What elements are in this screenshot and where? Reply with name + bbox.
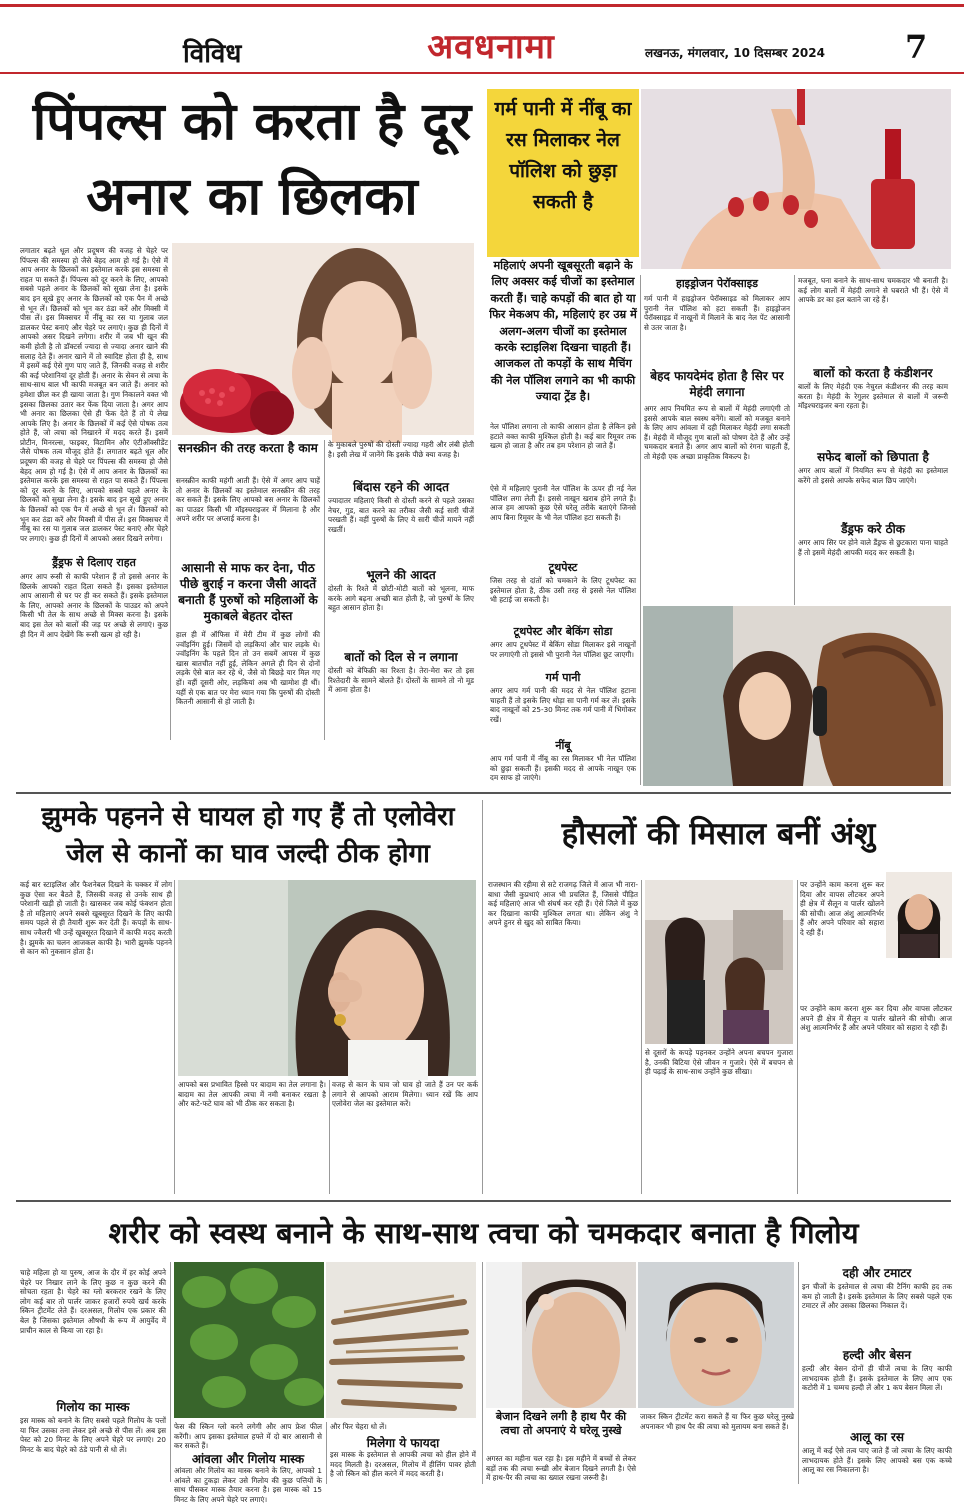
giloy-para6: इस मास्क के इस्तेमाल से आपकी त्वचा को हील होने में मदद मिलती है। दरअसल, गिलोय में हीलिंग पावर होती है जो स्किन को हील करने में मदद करती है। [330, 1450, 476, 1479]
henna-para4: अगर आप बालों में नियमित रूप से मेहंदी का इस्तेमाल करेंगे तो इससे आपके सफेद बाल छिप जाएंगे। [798, 466, 948, 485]
giloy-para5: और फिर चेहरा धो लें। [330, 1422, 387, 1431]
anshu-para2: से दूसरों के कपड़े पहनकर उन्होंने अपना बचपन गुजारा है, उनकी बिटिया ऐसे जीवन न गुजारे। ऐसे में बचपन से ही पढ़ाई के साथ-साथ उन्होंने कुछ सीखा। [645, 1048, 793, 1077]
nails-sub-lemon: नींबू [555, 739, 571, 752]
giloy-photo-svg [174, 1262, 476, 1418]
giloy-plant-photo [174, 1262, 476, 1418]
giloy-para2: इस मास्क को बनाने के लिए सबसे पहले गिलोय के पत्तों या फिर उसका तना लेकर इसे अच्छे से पीस लें। अब इस पेस्ट को 20 मिनट के लिए अपने चेहरे पर लगाएं। 20 मिनट के बाद चेहरे को ठंडे पानी से धो लें। [20, 1416, 166, 1454]
giloy-para7: अगस्त का महीना चल रहा है। इस महीने में बच्चों से लेकर बड़ों तक की त्वचा रूखी और बेजान दिखने लगती है। ऐसे में हाथ-पैर की त्वचा का ख्याल रखना जरूरी है। [486, 1454, 636, 1483]
logo-text: अवधनामा [427, 27, 555, 67]
nails-intro: महिलाएं अपनी खूबसूरती बढ़ाने के लिए अक्सर कई चीजों का इस्तेमाल करती हैं। चाहे कपड़ों की बात हो या फिर मेकअप की, महिलाएं हर उम्र में अलग-अलग चीजों का इस्तेमाल करके स्टाइलिश दिखना चाहती हैं। आजकल तो कपड़ों के साथ मैचिंग की नेल पॉलिश लगाने का भी काफी ज्यादा ट्रेंड है। [489, 259, 637, 404]
giloy-sub-dull: बेजान दिखने लगी है हाथ पैर की त्वचा तो अपनाएं ये घरेलू नुस्खे [495, 1410, 627, 1437]
mid-section-rule [16, 792, 951, 794]
henna-column-divider [794, 275, 795, 605]
nails-para1: नेल पॉलिश लगाना तो काफी आसान होता है लेकिन इसे हटाते वक्त काफी मुश्किल होती है। कई बार रिमूवर तक खत्म हो जाता है और तब हम परेशान हो जाते हैं। [490, 422, 636, 451]
friends-col2-para2: हाल ही में ऑफिस में मेरी टीम में कुछ लोगों की ज्वॉइनिंग हुई। जिसमें दो लड़कियां और चार लड़के थे। ज्वॉइनिंग के पहले दिन तो उन सबमें आपस में कुछ खास बातचीत नहीं हुई, लेकिन अगले ही दिन से दोनों लड़के ऐसे बात कर रहे थे, जैसे वो बिछड़े यार मिल गए हों। वहीं दूसरी ओर, लड़कियां अब भी खामोश ही थीं। यहीं से एक बात पर मेरा ध्यान गया कि पुरुषों की दोस्ती कितनी आसानी से हो जाती है। [176, 630, 320, 707]
giloy-sub-mask: गिलोय का मास्क [56, 1400, 130, 1414]
nail-photo-svg [641, 89, 951, 269]
pimple-sub-sunscreen: सनस्क्रीन की तरह करता है काम [178, 441, 318, 455]
salon-photo-svg [645, 880, 793, 1044]
anshu-para3-repeat: पर उन्होंने काम करना शुरू कर दिया और वापस लौटकर अपने ही क्षेत्र में सैलून व पार्लर खोलने की सोची। आज अंशु आत्मनिर्भर हैं और अपने परिवार को सहारा दे रही हैं। [800, 1004, 952, 1033]
giloy-sub-amla: आंवला और गिलोय मास्क [191, 1452, 305, 1466]
friends-sub-forget: भूलने की आदत [366, 568, 436, 582]
aloe-para3: वजह से कान के घाव जो घाव हो जाते हैं उन पर कर्क लगाने से आपको आराम मिलेगा। ध्यान रखें कि आप एलोवेरा जेल का इस्तेमाल करें। [332, 1080, 478, 1109]
giloy-para1: चाहे महिला हो या पुरुष, आज के दौर में हर कोई अपने चेहरे पर निखार लाने के लिए कुछ न कुछ करने की सोचता रहता है। चेहरे का ग्लो बरकरार रखने के लिए लोग कई बार तो पार्लर जाकर हजारों रुपये खर्च करके स्किन ट्रीटमेंट लेते हैं। दरअसल, गिलोय एक प्रकार की बेल है जिसका इस्तेमाल औषधी के रूप में आयुर्वेद में प्राचीन काल से किया जा रहा है। [20, 1268, 166, 1335]
nails-sub-soda: टूथपेस्ट और बेकिंग सोडा [513, 625, 613, 638]
aloe-column-divider [174, 880, 175, 1194]
friends-col3-para2: ज्यादातर महिलाएं किसी से दोस्ती करने से पहले उसका नेचर, गुड, बात करने का तरीका जैसी कई सारी चीजें परखती हैं। वहीं पुरुषों के लिए ये सारी चीजें मायने नहीं रखतीं। [328, 496, 474, 534]
anshu-portrait-photo [886, 872, 952, 958]
nails-para5: अगर आप गर्म पानी की मदद से नेल पॉलिश हटाना चाहती हैं तो इसके लिए थोड़ा सा पानी गर्म कर लें। इसके बाद नाखूनों को 25-30 मिनट तक गर्म पानी में भिगोकर रखें। [490, 686, 636, 724]
face-care-photo-2 [638, 1262, 794, 1408]
anshu-para3-cont [800, 1004, 952, 1194]
earring-woman-photo [178, 880, 476, 1076]
friends-sub-carefree: बिंदास रहने की आदत [353, 480, 449, 494]
pomegranate-woman-photo [172, 243, 474, 435]
giloy-para8: जाकर स्किन ट्रीटमेंट करा सकते हैं या फिर कुछ घरेलू नुस्खे अपनाकर भी हाथ पैर की त्वचा को मुलायम बना सकते हैं। [640, 1412, 794, 1431]
friends-col3-para1: के मुकाबले पुरुषों की दोस्ती ज्यादा गहरी और लंबी होती है। इसी लेख में जानेंगे कि इसके पीछे क्या वजह है। [328, 440, 474, 459]
giloy-column-divider-2 [326, 1422, 327, 1484]
pimple-sub-dandruff: ड्रैंड्रफ से दिलाए राहत [52, 556, 136, 569]
anshu-para1: राजस्थान की रहीमा से सटे राजगढ़ जिले में आज भी नारा-बाधा जैसी कुप्रथाएं आज भी प्रचलित हैं, जिससे पीड़ित कई महिलाएं आज भी संघर्ष कर रही हैं। ऐसे जिले में कुछ कर दिखाना काफी मुश्किल लगता था। लेकिन अंशु ने अपने हुनर से खुद को साबित किया। [488, 880, 638, 928]
henna-photo-svg [643, 606, 951, 786]
nails-para6: आप गर्म पानी में नींबू का रस मिलाकर भी नेल पॉलिश को छुड़ा सकती हैं। इसकी मदद से आपके नाखून एक दम साफ हो जाएंगे। [490, 754, 636, 783]
nails-para4: अगर आप टूथपेस्ट में बेकिंग सोडा मिलाकर इसे नाखूनों पर लगाएंगी तो इससे भी पुरानी नेल पॉलिश छूट जाएगी। [490, 640, 636, 659]
giloy-column-divider [170, 1262, 171, 1482]
nail-painting-photo [641, 89, 951, 269]
pimple-col1-para2: लगातार बढ़ते धूल और प्रदूषण की वजह से चेहरे पर पिंपल्स की समस्या हो जैसे बेहद आम हो गई है। ऐसे में आप अनार के छिलकों का इस्तेमाल करके इस समस्या से राहत पा सकते हैं। पिंपल्स को दूर करने के लिए, आपको सबसे पहले अनार के छिलकों को सुखा लेना है। इसके बाद इन सूखे हुए अनार के छिलकों को एक पैन में अच्छे से भून लें। छिलकों को भून कर ठंडा करें और मिक्सी में पीस लें। इस मिक्सचर में नींबू का रस या गुलाब जल डालकर पेस्ट बनाएं और चेहरे पर लगाएं। कुछ ही दिनों में आपको असर दिखने लगेगा। [20, 447, 168, 543]
aloe-para1: कई बार स्टाइलिश और फैशनेबल दिखने के चक्कर में लोग कुछ ऐसा कर बैठते हैं, जिसकी वजह से उनके साथ ही परेशानी खड़ी हो जाती है। खासकर जब कोई फंक्शन होता है तो महिलाएं अपने सबसे खूबसूरत दिखने के लिए काफी समय पहले से ही तैयारी शुरू कर देती हैं। कपड़ों के साथ-साथ ज्वैलरी भी उन्हें खूबसूरत दिखाने में काफी मदद करती है। झुमके का चलन आजकल काफी है। भारी झुमके पहनने से कान को नुकसान होता है। [20, 880, 172, 957]
nails-sub-toothpaste: टूथपेस्ट [548, 561, 578, 574]
friends-col3-para4: दोस्ती को बेफिक्री का रिश्ता है। तेरा-मेरा कर तो इस रिश्तेदारी के सामने बोलते हैं। दोस्तों के सामने तो नो मूड में आना होता है। [328, 666, 474, 695]
aloe-headline-line2: जेल से कानों का घाव जल्दी ठीक होगा [66, 839, 430, 869]
giloy-para9: इन चीजों के इस्तेमाल से त्वचा की टैनिंग काफी हद तक कम हो जाती है। इसके इस्तेमाल के लिए सबसे पहले एक टमाटर लें और उसका छिलका निकाल दें। [802, 1282, 952, 1311]
anshu-left-border [482, 800, 483, 1194]
masthead-top-rule [0, 4, 964, 7]
friends-col3-para3: दोस्ती के रिश्ते में छोटी-मोटी बातों को भूलना, माफ करके आगे बढ़ना अच्छी बात होती है, जो पुरुषों के लिए बहुत आसान होता है। [328, 584, 474, 613]
face-care-svg-1 [486, 1262, 636, 1408]
giloy-headline: शरीर को स्वस्थ बनाने के साथ-साथ त्वचा को चमकदार बनाता है गिलोय [108, 1216, 859, 1250]
section-name: विविध [183, 39, 242, 69]
friends-sub-heart: बातों को दिल से न लगाना [344, 650, 458, 664]
nails-sub-water: गर्म पानी [545, 671, 581, 684]
face-care-photo-1 [486, 1262, 636, 1408]
giloy-para11: आलू में कई ऐसे तत्व पाए जाते हैं जो त्वचा के लिए काफी लाभदायक होते हैं। इसके लिए आपको बस एक कच्चे आलू का रस निकालना है। [802, 1446, 952, 1475]
giloy-sub-milk: मिलेगा ये फायदा [366, 1436, 440, 1450]
giloy-column-divider-3 [482, 1262, 483, 1484]
nails-para2: ऐसे में महिलाएं पुरानी नेल पॉलिश के ऊपर ही नई नेल पॉलिश लगा लेती हैं। इससे नाखून खराब होने लगते हैं। आज हम आपको कुछ ऐसे घरेलू तरीके बताएंगे जिनसे आप बिना रिमूवर के भी नेल पॉलिश हटा सकती हैं। [490, 484, 636, 522]
nails-para7: गर्म पानी में हाइड्रोजन पेरॉक्साइड को मिलाकर आप पुरानी नेल पॉलिश को हटा सकती हैं। हाइड्रोजन पेरॉक्साइड में नाखूनों में मिलाने के बाद नेल पेंट आसानी से उतर जाता है। [644, 294, 790, 332]
giloy-sub-dahi: दही और टमाटर [842, 1266, 912, 1280]
henna-para2: मजबूत, घना बनाने के साथ-साथ चमकदार भी बनाती है। कई लोग बालों में मेहंदी लगाने से घबराते भी हैं। ऐसे में आपके डर का हल बताने जा रहे हैं। [798, 276, 948, 305]
giloy-para4: आंवला और गिलोय का मास्क बनाने के लिए, आपको 1 आंवले का टुकड़ा लेकर उसे गिलोय की कुछ पत्तियों के साथ पीसकर मास्क तैयार करना है। इस मास्क को 15 मिनट के लिए अपने चेहरे पर लगाएं। [174, 1466, 322, 1504]
henna-para5: अगर आप सिर पर होने वाले डैंड्रफ से छुटकारा पाना चाहते हैं तो इसमें मेहंदी आपकी मदद कर सकती है। [798, 538, 948, 557]
nails-column-divider [640, 275, 641, 785]
lower-section-rule [16, 1200, 951, 1202]
pimple-col1-para3: अगर आप रूसी से काफी परेशान हैं तो इससे अनार के छिलके आपको राहत दिला सकते हैं। इसका इस्तेमाल आप आसानी से घर पर ही कर सकते हैं। इसके इस्तेमाल के लिए, आपको अनार के छिलकों के पाउडर को अपने किसी भी तेल के साथ अच्छे से मिक्स करना है। इसके बाद इस तेल को बालों की जड़ पर अच्छे से लगाएं। कुछ ही दिन में आप देखेंगे कि रूसी खत्म हो रही है। [20, 572, 168, 639]
aloe-headline-line1: झुमके पहनने से घायल हो गए हैं तो एलोवेरा [41, 802, 455, 832]
giloy-column-divider-4 [798, 1262, 799, 1484]
pimple-col2-para1: सनस्क्रीन काफी महंगी आती हैं। ऐसे में अगर आप चाहें तो अनार के छिलकों का इस्तेमाल सनस्क्रीन की तरह कर सकते हैं। इसके लिए आपको बस अनार के छिलकों का पाउडर किसी भी मॉइस्चराइजर में मिलाना है और अपने शरीर पर अप्लाई करना है। [176, 476, 320, 524]
pimple-column-divider [170, 440, 171, 740]
masthead [0, 0, 964, 72]
dateline: लखनऊ, मंगलवार, 10 दिसम्बर 2024 [645, 46, 825, 60]
giloy-sub-aloo: आलू का रस [849, 1430, 905, 1444]
anshu-column-divider-2 [797, 880, 798, 1194]
giloy-para10: हल्दी और बेसन दोनों ही चीजें त्वचा के लिए काफी लाभदायक होती हैं। इसके इस्तेमाल के लिए आप एक कटोरी में 1 चम्मच हल्दी लें और 1 कप बेसन मिला लें। [802, 1364, 952, 1393]
friends-column-divider [324, 440, 325, 740]
face-care-svg-2 [638, 1262, 794, 1408]
anshu-portrait-svg [886, 872, 952, 958]
henna-para1: अगर आप नियमित रूप से बालों में मेहंदी लगाएंगी तो इससे आपके बाल स्वस्थ बनेंगे। बालों को मजबूत बनाने के लिए आप आंवला में दही मिलाकर मेहंदी लगा सकती हैं। मेहंदी में मौजूद गुण बालों को पोषण देते हैं और उन्हें चमकदार बनाते हैं। अगर आप बालों को रंगना चाहती हैं, तो मेहंदी एक अच्छा प्राकृतिक विकल्प है। [644, 404, 790, 461]
masthead-logo [398, 22, 584, 70]
henna-hair-photo [643, 606, 951, 786]
anshu-para3: पर उन्होंने काम करना शुरू कर दिया और वापस लौटकर अपने ही क्षेत्र में सैलून व पार्लर खोलने की सोची। आज अंशु आत्मनिर्भर हैं और अपने परिवार को सहारा दे रही हैं। [800, 880, 884, 937]
earring-photo-svg [178, 880, 476, 1076]
aloe-column-divider-2 [329, 1080, 330, 1194]
nails-para3: जिस तरह से दांतों को चमकाने के लिए टूथपेस्ट का इस्तेमाल होता है, ठीक उसी तरह से इससे नेल पॉलिश भी हटाई जा सकती है। [490, 576, 636, 605]
henna-sub-main: बेहद फायदेमंद होता है सिर पर मेहंदी लगाना [650, 369, 784, 399]
anshu-headline: हौसलों की मिसाल बनीं अंशु [561, 816, 876, 852]
anshu-column-divider [641, 880, 642, 1194]
giloy-para3: फेस की स्किन ग्लो करने लगेगी और आप फ्रेश फील करेंगी। आप इसका इस्तेमाल हफ्ते में दो बार आसानी से कर सकते हैं। [174, 1422, 322, 1451]
henna-para3: बालों के लिए मेहंदी एक नेचुरल कंडीशनर की तरह काम करता है। मेहंदी के रेगुलर इस्तेमाल से बालों में जरूरी मॉइश्चराइजर बना रहता है। [798, 382, 948, 411]
aloe-para2: आपको बस प्रभावित हिस्से पर बादाम का तेल लगाना है। बादाम का तेल आपकी त्वचा में नमी बनाकर रखता है और कटे-फटे घाव को भी ठीक कर सकता है। [178, 1080, 326, 1109]
pimple-headline-line2: अनार का छिलका [86, 167, 418, 227]
nails-sub-h2o2: हाइड्रोजन पेरॉक्साइड [675, 277, 759, 290]
pimple-headline-line1: पिंपल्स को करता है दूर [32, 92, 472, 152]
friends-sub-habits: आसानी से माफ कर देना, पीठ पीछे बुराई न करना जैसी आदतें बनाती हैं पुरुषों को महिलाओं के मुकाबले बेहतर दोस्त [178, 561, 318, 623]
pomegranate-photo-svg [172, 243, 474, 435]
henna-sub-white: सफेद बालों को छिपाता है [817, 450, 929, 464]
nails-headline: गर्म पानी में नींबू का रस मिलाकर नेल पॉलिश को छुड़ा सकती है [494, 98, 632, 213]
pimple-col1-para1: लगातार बढ़ते धूल और प्रदूषण की वजह से चेहरे पर पिंपल्स की समस्या हो जैसे बेहद आम हो गई है। ऐसे में आप अनार के छिलकों का इस्तेमाल करके इस समस्या से राहत पा सकते हैं। पिंपल्स को दूर करने के लिए, आपको सबसे पहले अनार के छिलकों को सुखा लेना है। इसके बाद इन सूखे हुए अनार के छिलकों को एक पैन में अच्छे से भून लें। छिलकों को भून कर ठंडा करें और मिक्सी में पीस लें। इस मिक्सचर में नींबू का रस या गुलाब जल डालकर पेस्ट बनाएं और चेहरे पर लगाएं। कुछ ही दिनों में आपको असर दिखने लगेगा। शरीर में जब भी खून की कमी होती है तो डॉक्टर्स ज्यादा से ज्यादा अनार खाने की सलाह देते हैं। अनार खाने में तो स्वादिष्ट होता ही है, साथ में इसमें कई ऐसे गुण पाए जाते हैं, जिनकी वजह से शरीर की कई परेशानियां दूर होती हैं। अनार के सेवन से त्वचा के साथ-साथ बाल भी काफी मजबूत बन जाते हैं। अनार को हमेशा छील कर ही खाया जाता है। गुण निकालने वक्त भी इसका छिलका उतार कर फेंक दिया जाता है। अगर आप भी अनार का छिलका ऐसे ही फेंक देते हैं तो ये लेख आपके लिए है। अनार के छिलकों में कई ऐसे पोषक तत्व होते हैं, जो त्वचा को निखारने में मदद करते हैं। इसमें प्रोटीन, मिनरल्स, फाइबर, विटामिन और एंटीऑक्सीडेंट जैसे पोषक तत्व मौजूद होते हैं। [20, 246, 168, 457]
giloy-sub-besan: हल्दी और बेसन [842, 1348, 912, 1362]
henna-sub-cond: बालों को करता है कंडीशनर [813, 366, 933, 380]
page-number: 7 [905, 28, 928, 66]
pimple-col1-text [20, 246, 168, 546]
henna-sub-dandruff: डैंड्रफ करे ठीक [841, 522, 905, 536]
salon-photo [645, 880, 793, 1044]
masthead-bottom-rule [0, 72, 964, 74]
